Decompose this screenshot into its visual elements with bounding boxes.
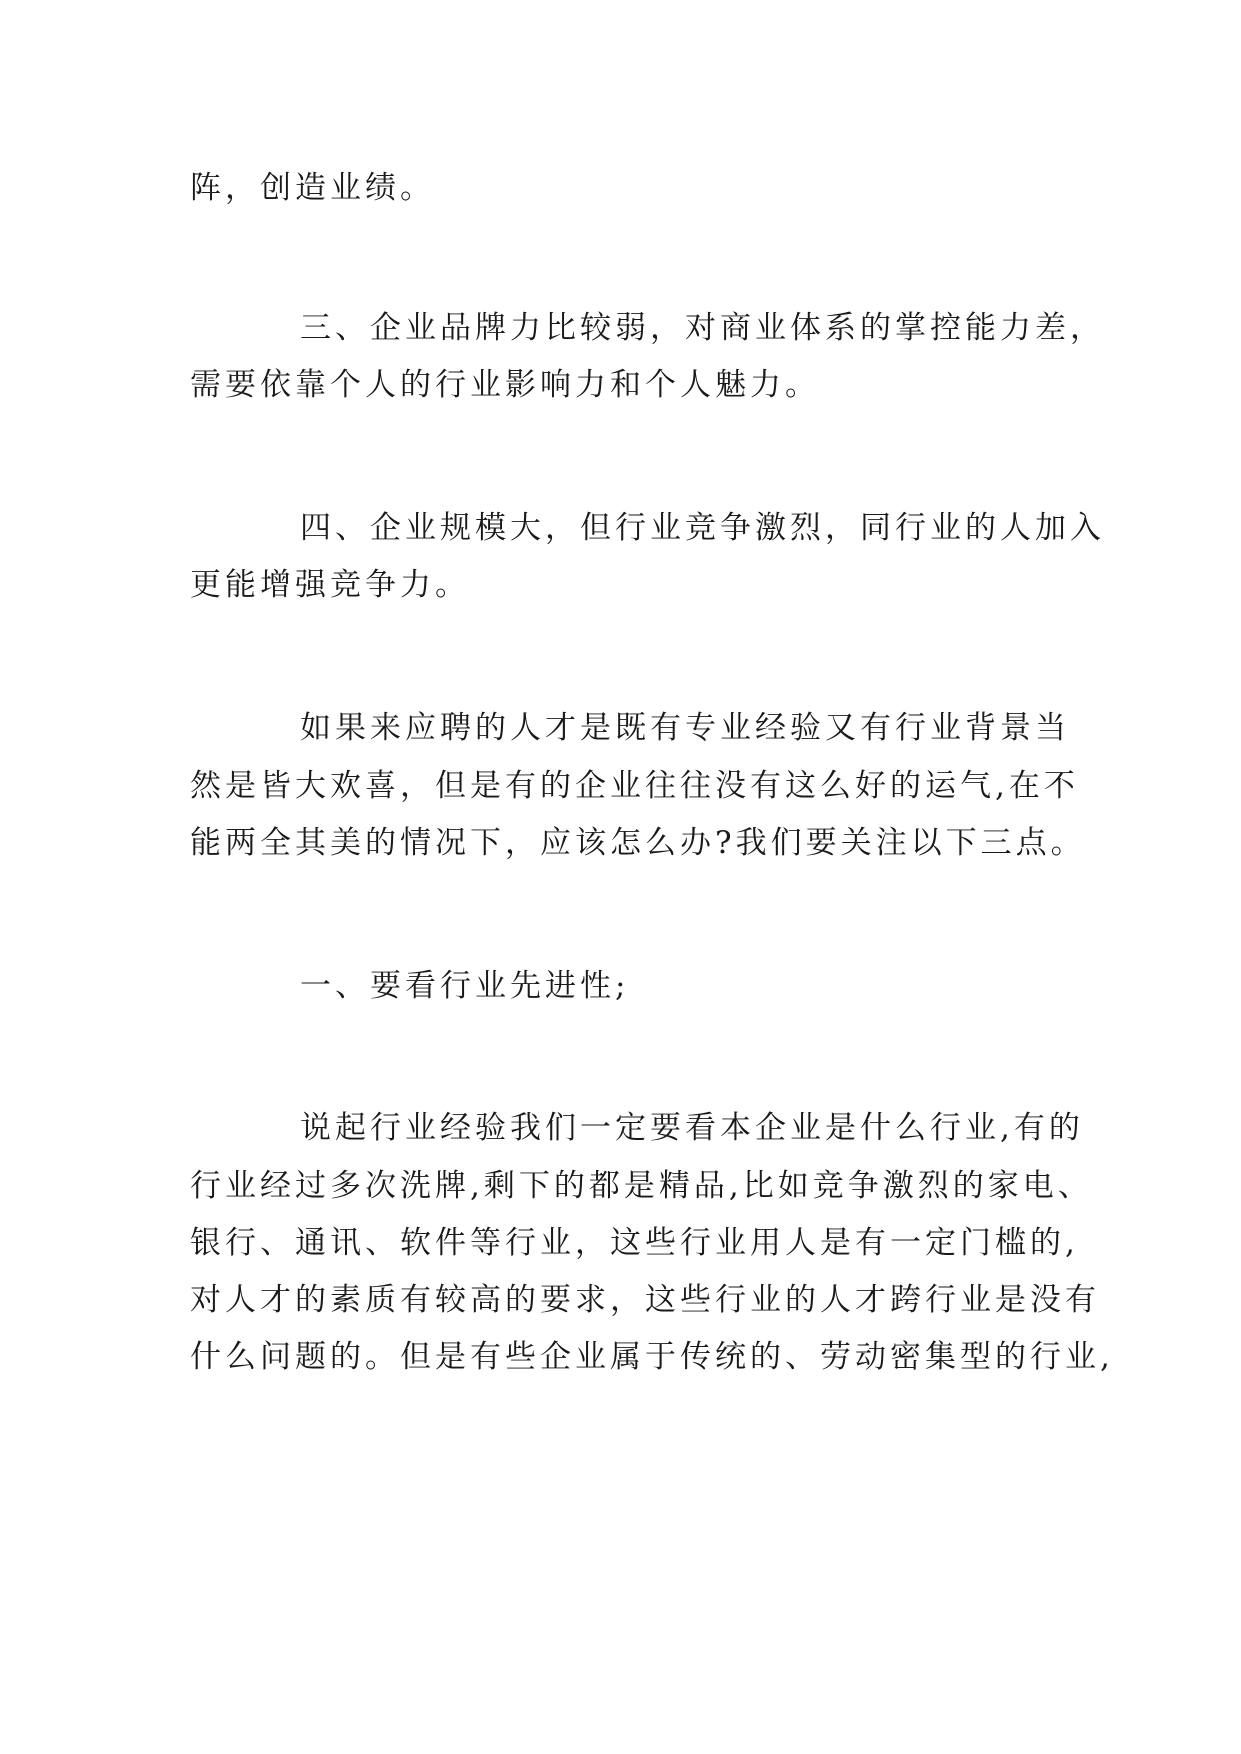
paragraph-6-line-2: 行业经过多次洗牌,剩下的都是精品,比如竞争激烈的家电、 (190, 1168, 1093, 1204)
paragraph-3-line-2: 更能增强竞争力。 (190, 567, 470, 603)
paragraph-6-line-1: 说起行业经验我们一定要看本企业是什么行业,有的 (300, 1110, 1084, 1146)
paragraph-6-line-5: 什么问题的。但是有些企业属于传统的、劳动密集型的行业, (190, 1339, 1114, 1375)
paragraph-6-line-4: 对人才的素质有较高的要求，这些行业的人才跨行业是没有 (190, 1282, 1100, 1318)
paragraph-4-line-3: 能两全其美的情况下，应该怎么办?我们要关注以下三点。 (190, 825, 1086, 861)
paragraph-1-line-1: 阵，创造业绩。 (190, 170, 435, 206)
paragraph-4-line-2: 然是皆大欢喜，但是有的企业往往没有这么好的运气,在不 (190, 768, 1079, 804)
paragraph-2-line-1: 三、企业品牌力比较弱，对商业体系的掌控能力差， (300, 310, 1105, 346)
paragraph-3-line-1: 四、企业规模大，但行业竞争激烈，同行业的人加入 (300, 510, 1105, 546)
paragraph-6-line-3: 银行、通讯、软件等行业，这些行业用人是有一定门槛的, (190, 1225, 1079, 1261)
paragraph-2-line-2: 需要依靠个人的行业影响力和个人魅力。 (190, 367, 820, 403)
paragraph-4-line-1: 如果来应聘的人才是既有专业经验又有行业背景当 (300, 710, 1070, 746)
paragraph-5-line-1: 一、要看行业先进性; (300, 968, 630, 1004)
